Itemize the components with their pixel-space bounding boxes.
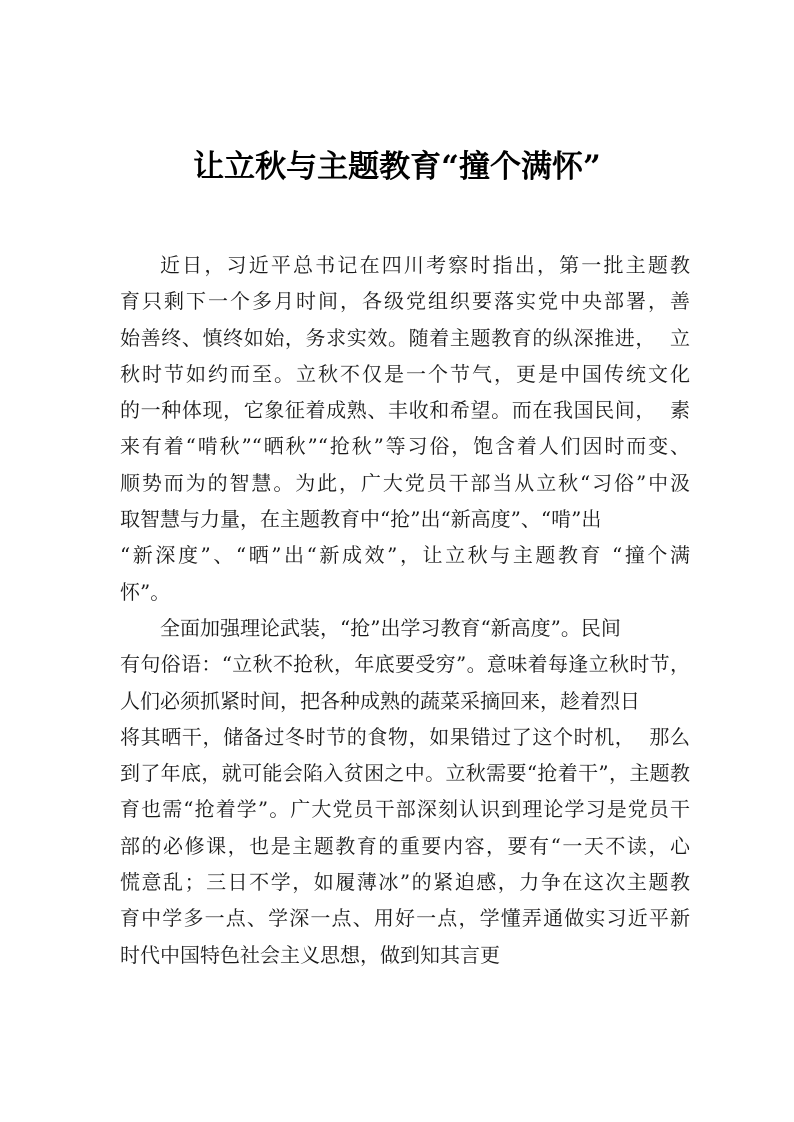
paragraph-line: 来有着“啃秋”“晒秋”“抢秋”等习俗，饱含着人们因时而变、 [120, 434, 690, 459]
paragraph-line: 顺势而为的智慧。为此，广大党员干部当从立秋“习俗”中汲 [120, 470, 690, 495]
document-title: 让立秋与主题教育“撞个满怀” [193, 149, 601, 185]
paragraph-line: 到了年底，就可能会陷入贫困之中。立秋需要“抢着干”，主题教 [120, 761, 690, 786]
paragraph-line: 始善终、慎终如始，务求实效。随着主题教育的纵深推进， 立 [120, 325, 690, 350]
paragraph-line: 人们必须抓紧时间，把各种成熟的蔬菜采摘回来，趁着烈日 [120, 688, 640, 713]
paragraph-line: “新深度”、“晒”出“新成效”，让立秋与主题教育 “撞个满 [120, 543, 690, 568]
paragraph-line: 慌意乱；三日不学，如履薄冰”的紧迫感，力争在这次主题教 [120, 870, 690, 895]
paragraph-line: 秋时节如约而至。立秋不仅是一个节气，更是中国传统文化 [120, 361, 690, 386]
paragraph-line: 的一种体现，它象征着成熟、丰收和希望。而在我国民间， 素 [120, 398, 690, 423]
paragraph-2 [120, 610, 690, 973]
paragraph-line: 部的必修课，也是主题教育的重要内容，要有“一天不读，心 [120, 833, 690, 858]
paragraph-line: 育也需“抢着学”。广大党员干部深刻认识到理论学习是党员干 [120, 797, 690, 822]
paragraph-line: 取智慧与力量，在主题教育中“抢”出“新高度”、“啃”出 [120, 507, 602, 532]
paragraph-line: 将其晒干，储备过冬时节的食物，如果错过了这个时机， 那么 [120, 724, 690, 749]
paragraph-line: 育中学多一点、学深一点、用好一点，学懂弄通做实习近平新 [120, 906, 690, 931]
paragraph-1 [120, 247, 690, 610]
paragraph-line: 全面加强理论武装，“抢”出学习教育“新高度”。民间 [160, 615, 621, 640]
paragraph-line: 时代中国特色社会主义思想，做到知其言更 [120, 942, 500, 967]
paragraph-line: 怀”。 [120, 579, 171, 604]
paragraph-line: 育只剩下一个多月时间，各级党组织要落实党中央部署，善 [120, 289, 690, 314]
paragraph-line: 有句俗语：“立秋不抢秋，年底要受穷”。意味着每逢立秋时节， [120, 652, 690, 677]
document-body [120, 247, 690, 973]
paragraph-line: 近日，习近平总书记在四川考察时指出，第一批主题教 [160, 253, 690, 277]
